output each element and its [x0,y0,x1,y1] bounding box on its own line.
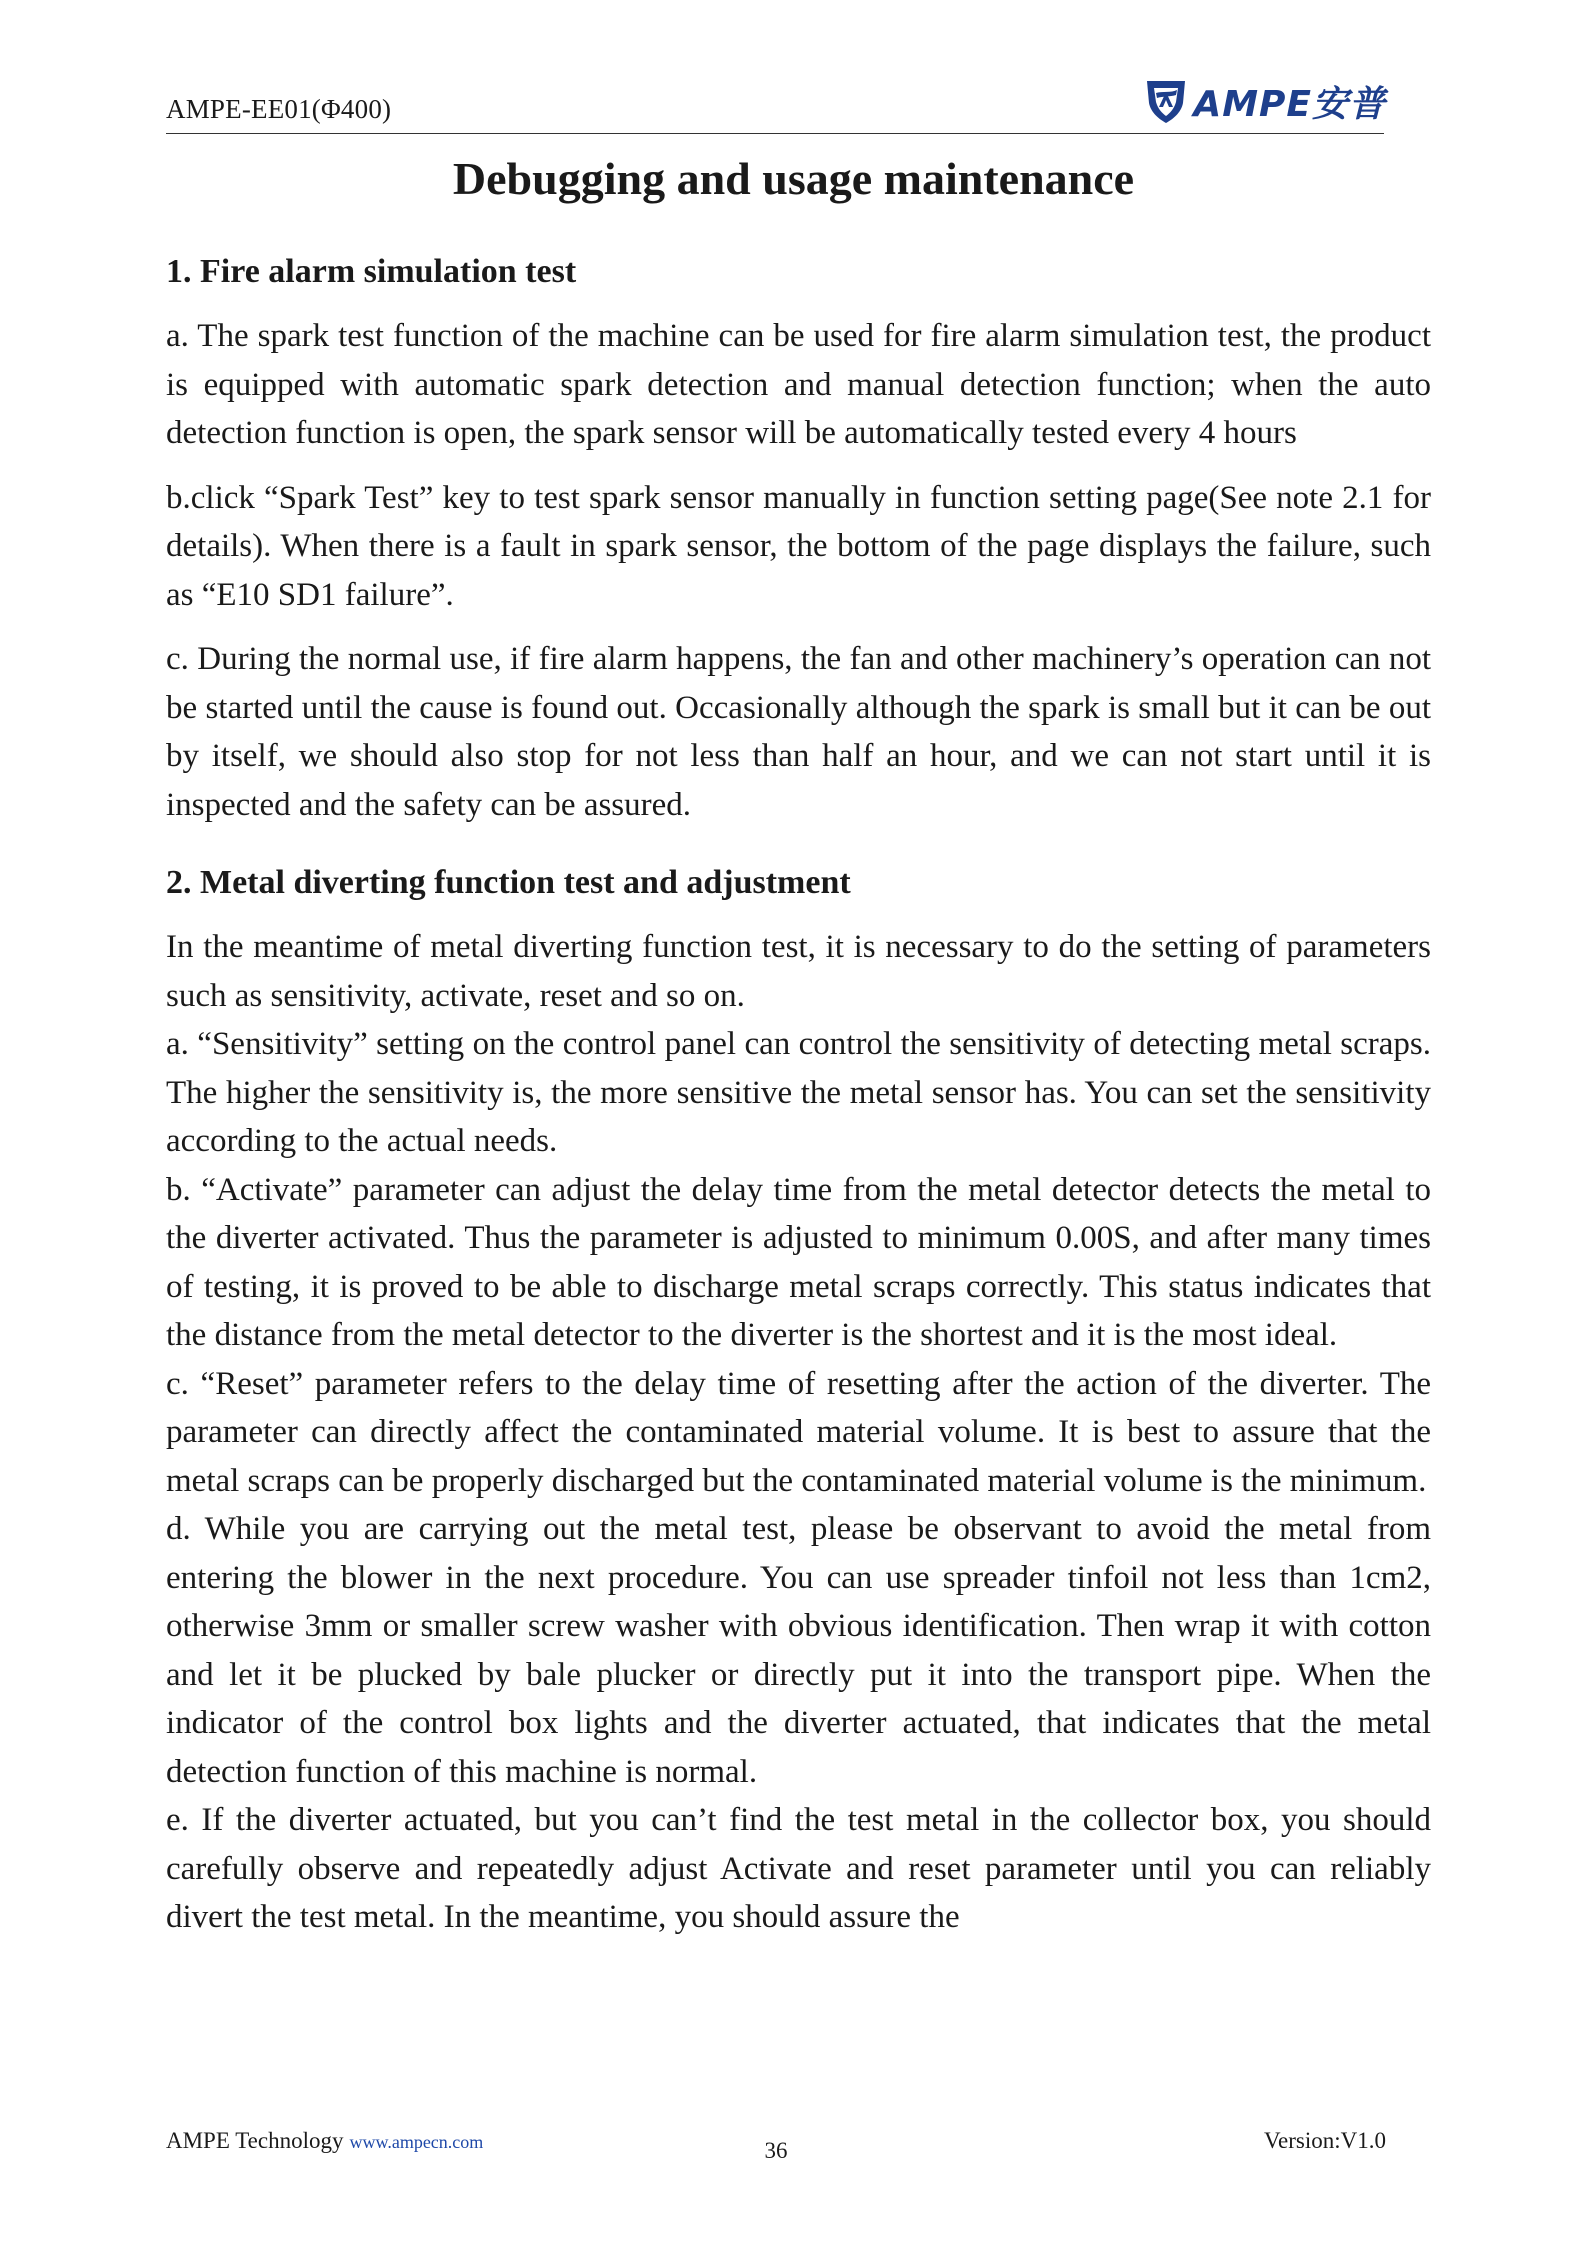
page-title: Debugging and usage maintenance [452,153,1135,204]
section-2-paragraph-e: e. If the diverter actuated, but you can’t find the test metal in the collector box, you should carefully observe and repeatedly adjust Activate and reset parameter until you can reliably divert the test metal. In the meantime, you should assure the [166,1802,1431,1935]
section-2-paragraph-c: c. “Reset” parameter refers to the delay time of resetting after the action of the diverter. The parameter can directly affect the contaminated material volume. It is best to assure that the metal scraps can be properly discharged but the contaminated material volume is the minimum. [166,1365,1431,1499]
version-label: Version:V1.0 [1263,2128,1386,2153]
shield-logo-icon [1143,77,1189,125]
page-header [166,83,1386,132]
document-code: AMPE-EE01(Φ400) [166,94,392,124]
section-1-paragraph-b: b.click “Spark Test” key to test spark sensor manually in function setting page(See note 2.1 for details). When there is a fault in spark sensor, the bottom of the page displays the failure, such as “E10 SD1 failure”. [166,479,1431,613]
section-1-heading: 1. Fire alarm simulation test [166,253,577,290]
section-1-paragraph-a: a. The spark test function of the machine can be used for fire alarm simulation test, the product is equipped with automatic spark detection and manual detection function; when the auto detection function is open, the spark sensor will be automatically tested every 4 hours [166,318,1431,451]
section-2-paragraph-a: a. “Sensitivity” setting on the control panel can control the sensitivity of detecting metal scraps. The higher the sensitivity is, the more sensitive the metal sensor has. You can set the sensitivity according to the actual needs. [166,1026,1431,1159]
section-2-paragraph-d: d. While you are carrying out the metal test, please be observant to avoid the metal from entering the blower in the next procedure. You can use spreader tinfoil not less than 1cm2, otherwise 3mm or smaller screw washer with obvious identification. Then wrap it with cotton and let it be plucked by bale plucker or directly put it into the transport pipe. When the indicator of the control box lights and the diverter actuated, that indicates that the metal detection function of this machine is normal. [166,1511,1431,1790]
website-link[interactable]: www.ampecn.com [349,2132,484,2152]
page-content [166,248,1431,1942]
section-2-paragraph-b: b. “Activate” parameter can adjust the delay time from the metal detector detects the metal to the diverter activated. Thus the parameter is adjusted to minimum 0.00S, and after many times of testing, it is proved to be able to discharge metal scraps correctly. This status indicates that the distance from the metal detector to the diverter is the shortest and it is the most ideal. [166,1171,1431,1353]
page-number: 36 [764,2138,788,2163]
section-1-paragraph-c: c. During the normal use, if fire alarm happens, the fan and other machinery’s operation can not be started until the cause is found out. Occasionally although the spark is small but it can be out by itself, we should also stop for not less than half an hour, and we can not start until it is inspected and the safety can be assured. [166,641,1431,823]
page-footer [166,2128,1386,2168]
brand-logo [1143,76,1386,126]
logo-text: AMPE安普 [1193,83,1386,125]
header-divider [166,133,1384,134]
company-name: AMPE Technology [166,2128,344,2153]
section-2-intro: In the meantime of metal diverting function test, it is necessary to do the setting of parameters such as sensitivity, activate, reset and so on. [166,929,1431,1014]
section-2-heading: 2. Metal diverting function test and adjustment [166,864,851,901]
